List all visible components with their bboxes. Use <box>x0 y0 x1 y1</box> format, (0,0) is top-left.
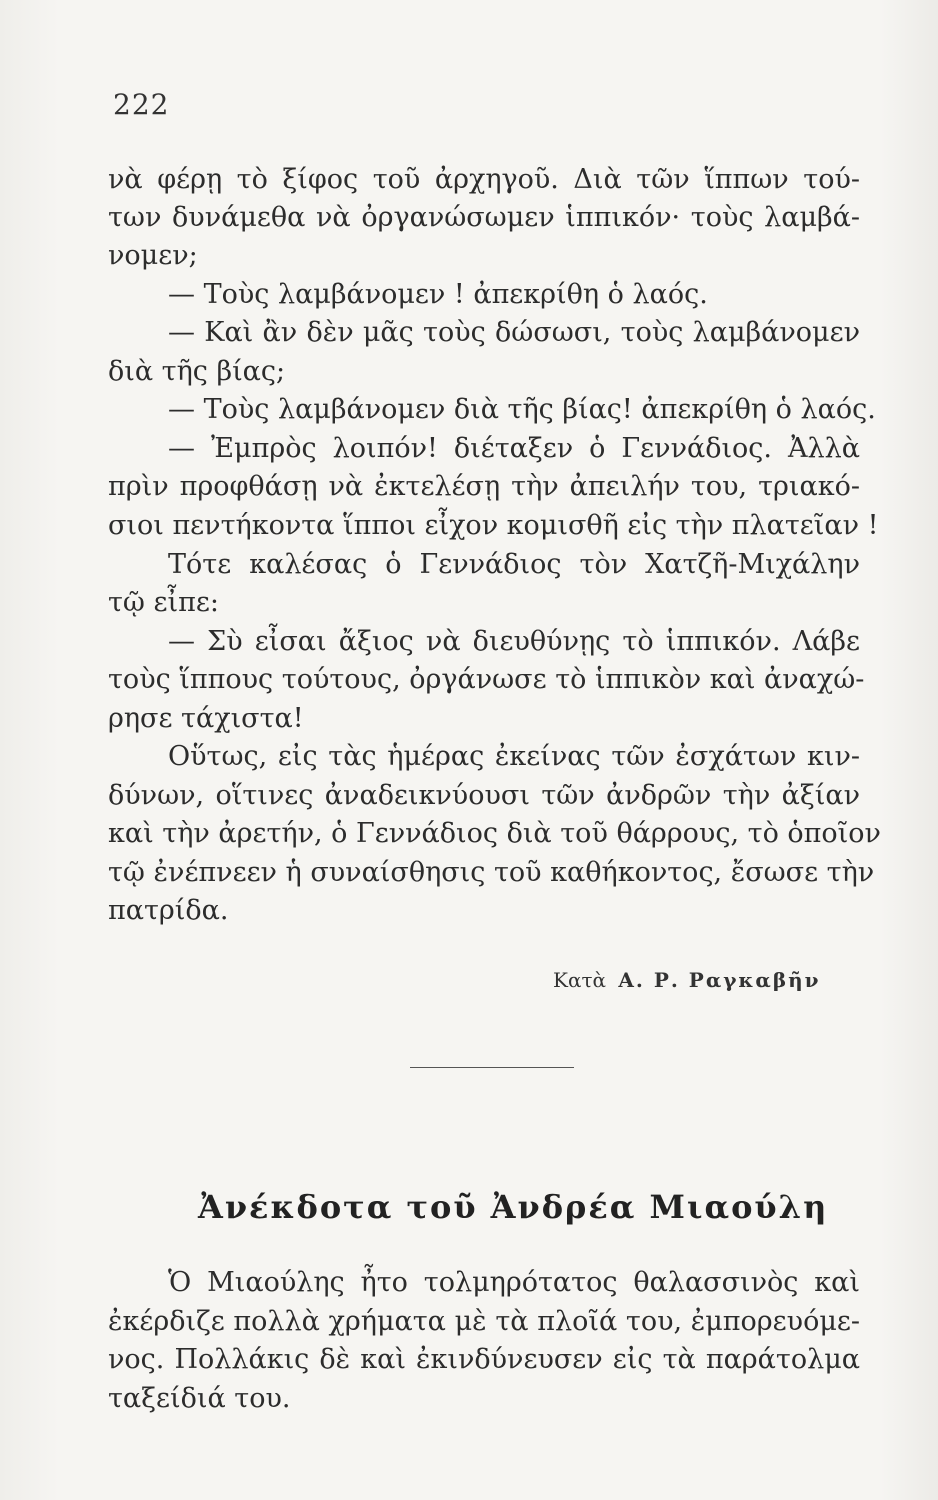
text-line-20: πατρίδα. <box>108 895 229 926</box>
text-line-8: — Ἐμπρὸς λοιπόν! διέταξεν ὁ Γεννάδιος. Ἀλλὰ <box>168 433 860 464</box>
text-line-2: των δυνάμεθα νὰ ὀργανώσωμεν ἱππικόν· τοὺς λαμβά- <box>108 202 860 233</box>
text-line-19: τῷ ἐνέπνεεν ἡ συναίσθησις τοῦ καθήκοντος, ἔσωσε τὴν <box>108 857 875 888</box>
attribution <box>553 968 821 992</box>
text-line-10: σιοι πεντήκοντα ἵπποι εἶχον κομισθῆ εἰς τὴν πλατεῖαν ! <box>108 510 879 541</box>
attribution-prefix: Κατὰ <box>553 968 607 992</box>
section-line-1: Ὁ Μιαούλης ἦτο τολμηρότατος θαλασσινὸς καὶ <box>168 1267 860 1298</box>
text-line-1: νὰ φέρῃ τὸ ξίφος τοῦ ἀρχηγοῦ. Διὰ τῶν ἵππων τού- <box>108 164 860 195</box>
section-line-3: νος. Πολλάκις δὲ καὶ ἐκινδύνευσεν εἰς τὰ παράτολμα <box>108 1344 860 1375</box>
text-line-3: νομεν; <box>108 240 198 271</box>
text-line-4: — Τοὺς λαμβάνομεν ! ἀπεκρίθη ὁ λαός. <box>168 279 708 310</box>
text-line-15: ρησε τάχιστα! <box>108 703 304 734</box>
text-line-12: τῷ εἶπε: <box>108 587 219 618</box>
text-line-5: — Καὶ ἂν δὲν μᾶς τοὺς δώσωσι, τοὺς λαμβάνομεν <box>168 317 860 348</box>
text-line-11: Τότε καλέσας ὁ Γεννάδιος τὸν Χατζῆ-Μιχάλην <box>168 549 860 580</box>
text-line-14: τοὺς ἵππους τούτους, ὀργάνωσε τὸ ἱππικὸν καὶ ἀναχώ- <box>108 664 865 695</box>
text-line-16: Οὕτως, εἰς τὰς ἡμέρας ἐκείνας τῶν ἐσχάτων κιν- <box>168 741 860 772</box>
section-line-4: ταξείδιά του. <box>108 1383 291 1414</box>
text-line-13: — Σὺ εἶσαι ἄξιος νὰ διευθύνῃς τὸ ἱππικόν. Λάβε <box>168 626 860 657</box>
text-line-9: πρὶν προφθάσῃ νὰ ἐκτελέσῃ τὴν ἀπειλήν του, τριακό- <box>108 471 860 502</box>
page-number: 222 <box>113 88 170 121</box>
text-line-17: δύνων, οἵτινες ἀναδεικνύουσι τῶν ἀνδρῶν τὴν ἀξίαν <box>108 780 860 811</box>
text-line-6: διὰ τῆς βίας; <box>108 356 286 387</box>
section-divider <box>410 1067 574 1068</box>
text-line-7: — Τοὺς λαμβάνομεν διὰ τῆς βίας! ἀπεκρίθη ὁ λαός. <box>168 394 876 425</box>
section-heading: Ἀνέκδοτα τοῦ Ἀνδρέα Μιαούλη <box>198 1188 829 1226</box>
text-line-18: καὶ τὴν ἀρετήν, ὁ Γεννάδιος διὰ τοῦ θάρρους, τὸ ὁποῖον <box>108 818 881 849</box>
section-line-2: ἐκέρδιζε πολλὰ χρήματα μὲ τὰ πλοῖά του, ἐμπορευόμε- <box>108 1306 860 1337</box>
attribution-author: Α. Ρ. Ραγκαβῆν <box>618 968 821 992</box>
